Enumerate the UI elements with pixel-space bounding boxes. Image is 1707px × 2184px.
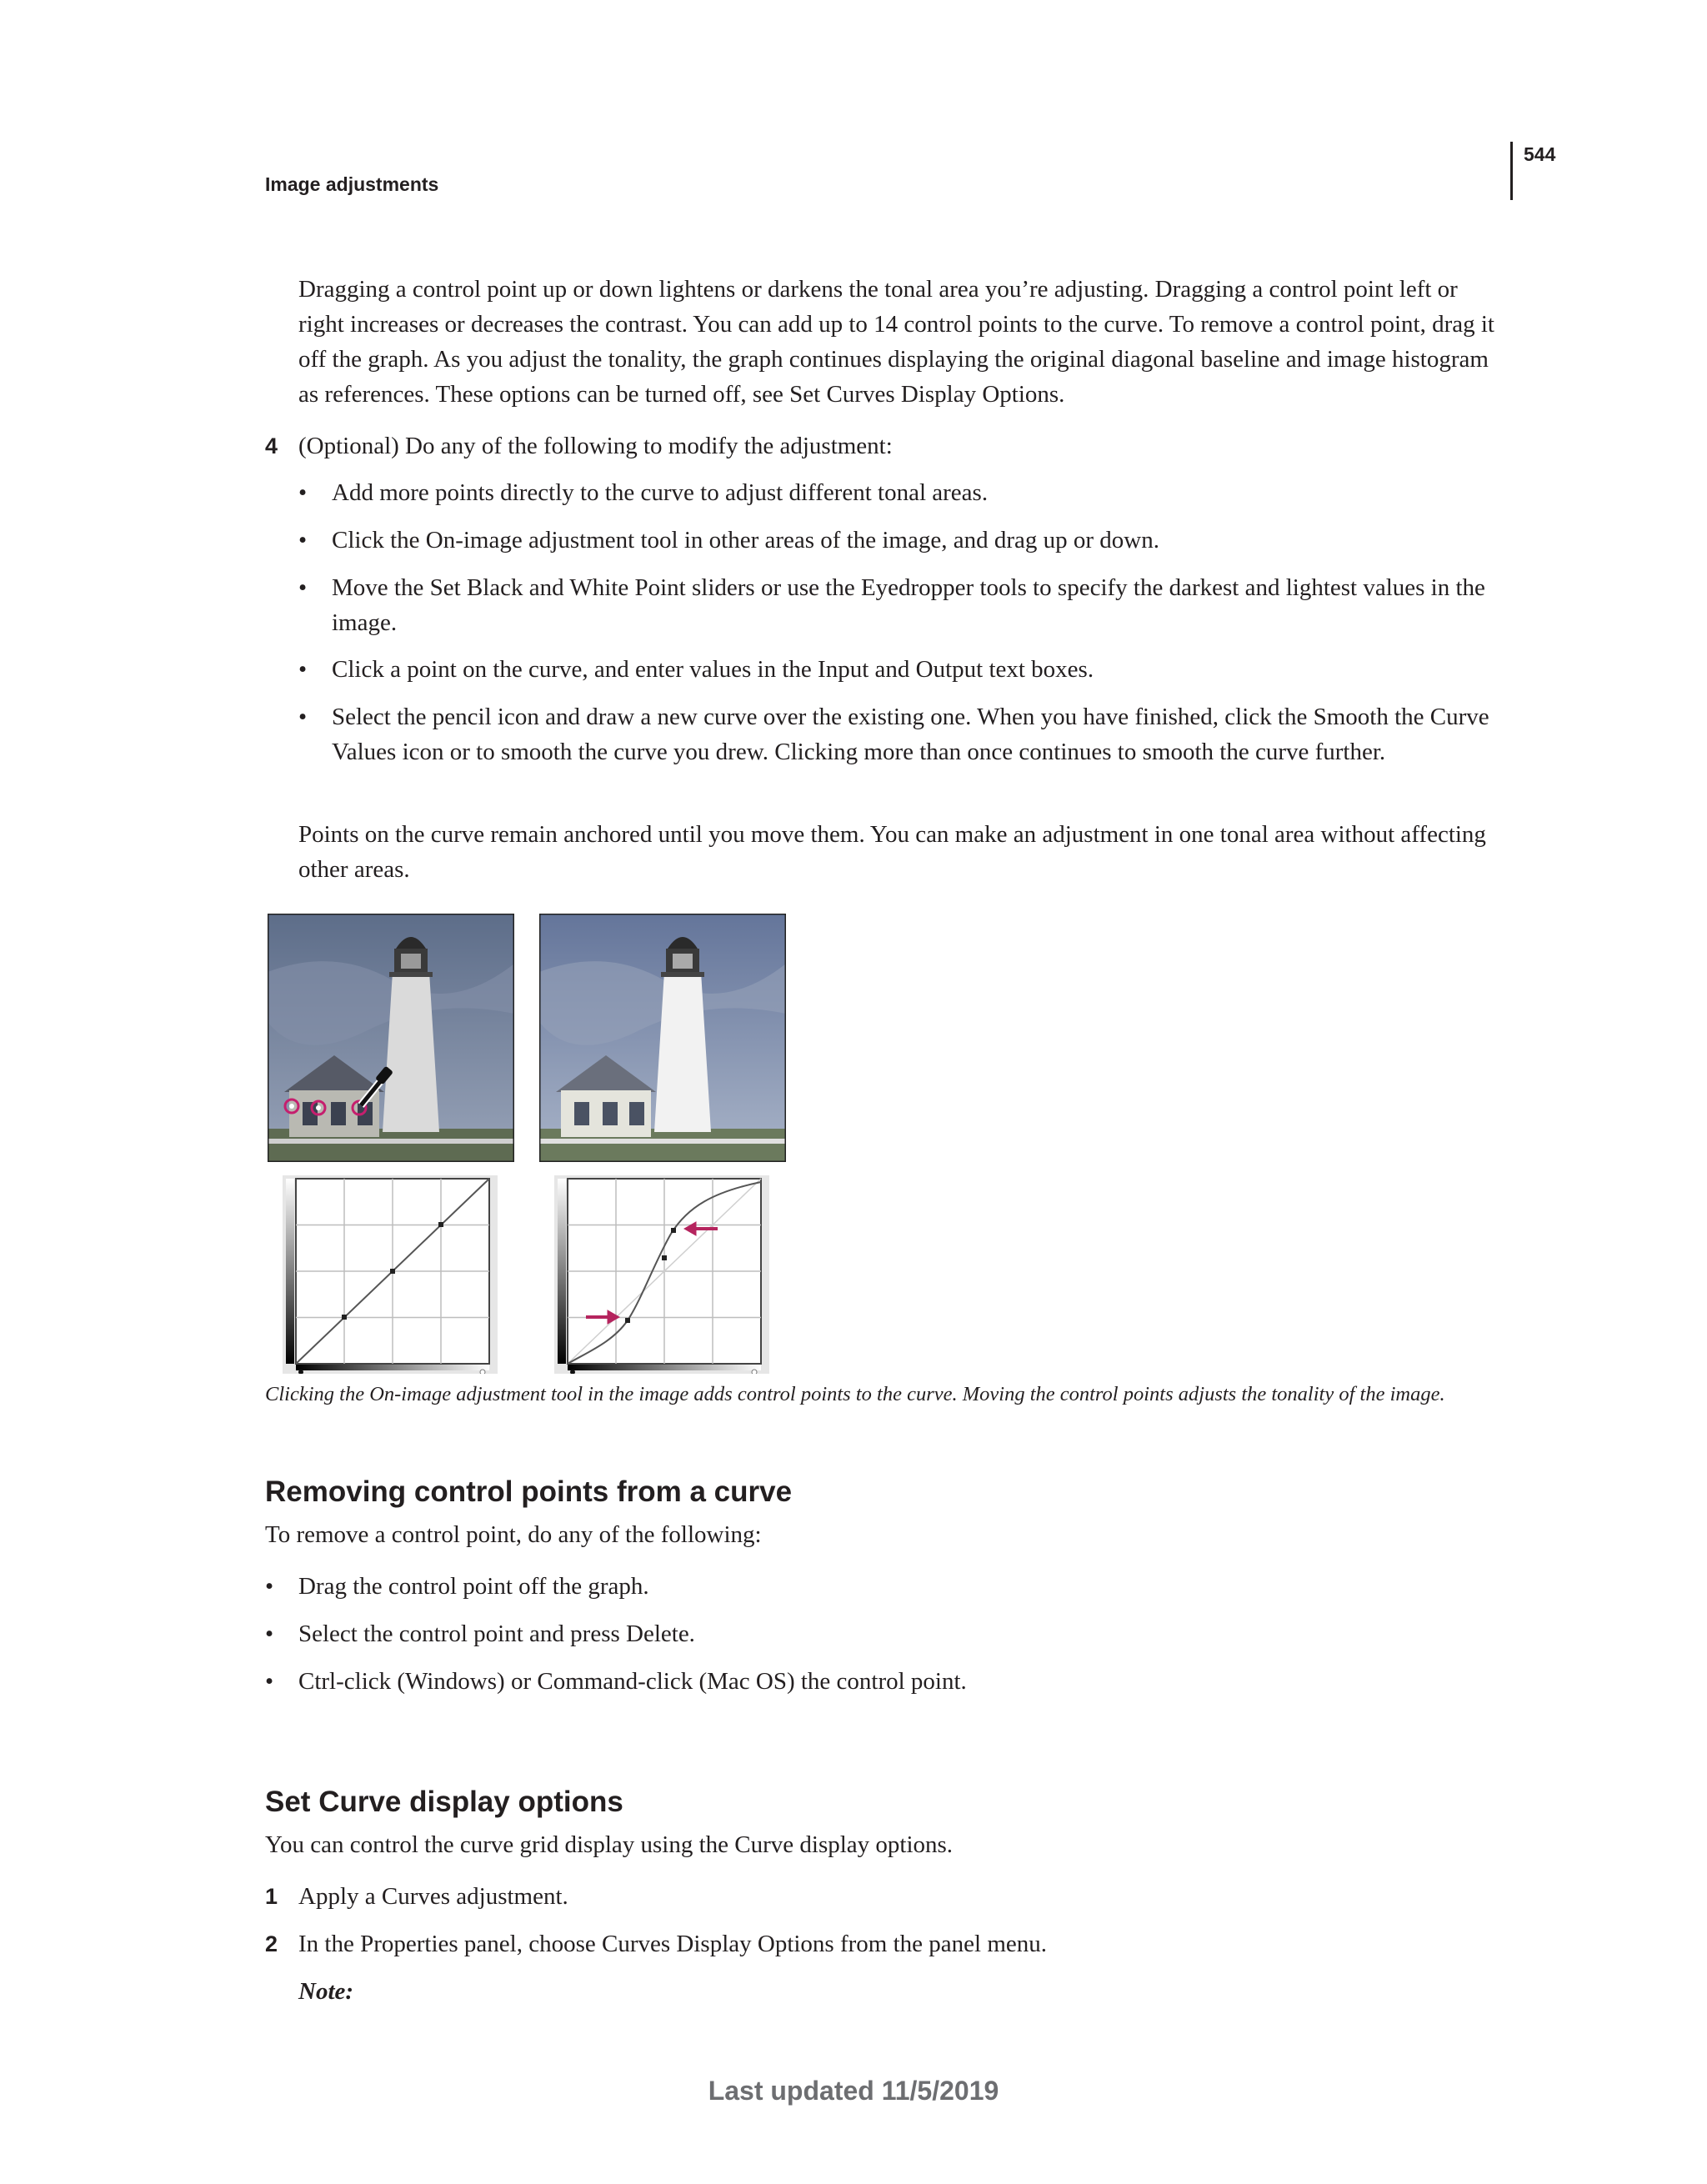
bullet-icon: • — [298, 704, 308, 730]
control-point — [342, 1315, 347, 1320]
bullet-icon: • — [265, 1620, 274, 1647]
list-item-text: Select the control point and press Delete. — [298, 1620, 695, 1647]
control-point — [438, 1222, 443, 1227]
control-point — [390, 1269, 395, 1274]
section-display-intro: You can control the curve grid display using the Curve display options. — [265, 1831, 954, 1858]
list-item-text: Drag the control point off the graph. — [298, 1573, 649, 1600]
bullet-icon: • — [298, 527, 308, 554]
control-point — [662, 1255, 667, 1260]
section-heading-remove: Removing control points from a curve — [265, 1475, 793, 1508]
step-number: 2 — [265, 1931, 278, 1956]
step-text: (Optional) Do any of the following to modify the adjustment: — [298, 433, 893, 459]
curve-graph-after — [554, 1175, 769, 1374]
list-item-text: Add more points directly to the curve to adjust different tonal areas. — [332, 479, 989, 506]
section-remove-intro: To remove a control point, do any of the following: — [265, 1521, 762, 1548]
note-label: Note: — [298, 1978, 354, 2005]
bullet-icon: • — [298, 574, 308, 601]
step-text: Apply a Curves adjustment. — [298, 1883, 568, 1910]
control-point — [625, 1318, 630, 1323]
list-item-text: Click a point on the curve, and enter values in the Input and Output text boxes. — [332, 656, 1094, 683]
step-number: 1 — [265, 1884, 278, 1909]
list-item-text: Move the Set Black and White Point sliders or use the Eyedropper tools to specify the darkest and lightest values in the image. — [332, 574, 1485, 636]
bullet-icon: • — [298, 479, 308, 506]
lighthouse-photo-before — [268, 914, 514, 1162]
anchored-paragraph: Points on the curve remain anchored until you move them. You can make an adjustment in one tonal area without affecting other areas. — [298, 821, 1486, 883]
section-title: Image adjustments — [265, 173, 439, 195]
list-item-text: Select the pencil icon and draw a new curve over the existing one. When you have finished, click the Smooth the Curve Values icon or to smooth the curve you drew. Clicking more than once continues to smooth the curve further. — [332, 704, 1489, 765]
step-text: In the Properties panel, choose Curves Display Options from the panel menu. — [298, 1931, 1047, 1957]
list-item-text: Ctrl-click (Windows) or Command-click (Mac OS) the control point. — [298, 1668, 967, 1695]
list-item-text: Click the On-image adjustment tool in other areas of the image, and drag up or down. — [332, 527, 1159, 554]
bullet-icon: • — [265, 1668, 274, 1695]
lighthouse-photo-after — [539, 914, 786, 1162]
section-heading-display: Set Curve display options — [265, 1786, 623, 1818]
bullet-icon: • — [298, 656, 308, 683]
intro-paragraph: Dragging a control point up or down lightens or darkens the tonal area you’re adjusting. Dragging a control point left or right increases or decreases the contrast. You can add up to 14 control points to the curve. To remove a control point, drag it off the graph. As you adjust the tonality, the graph continues displaying the original diagonal baseline and image histogram as references. These options can be turned off, see Set Curves Display Options. — [298, 276, 1494, 408]
bullet-icon: • — [265, 1573, 274, 1600]
control-point — [671, 1228, 676, 1233]
curve-graph-before — [283, 1175, 498, 1374]
page-number-rule — [1510, 142, 1513, 200]
step-number: 4 — [265, 433, 278, 458]
figure-caption: Clicking the On-image adjustment tool in the image adds control points to the curve. Moving the control points adjusts the tonality of the image. — [265, 1383, 1445, 1405]
footer-last-updated: Last updated 11/5/2019 — [708, 2076, 999, 2106]
page-number: 544 — [1524, 143, 1556, 165]
